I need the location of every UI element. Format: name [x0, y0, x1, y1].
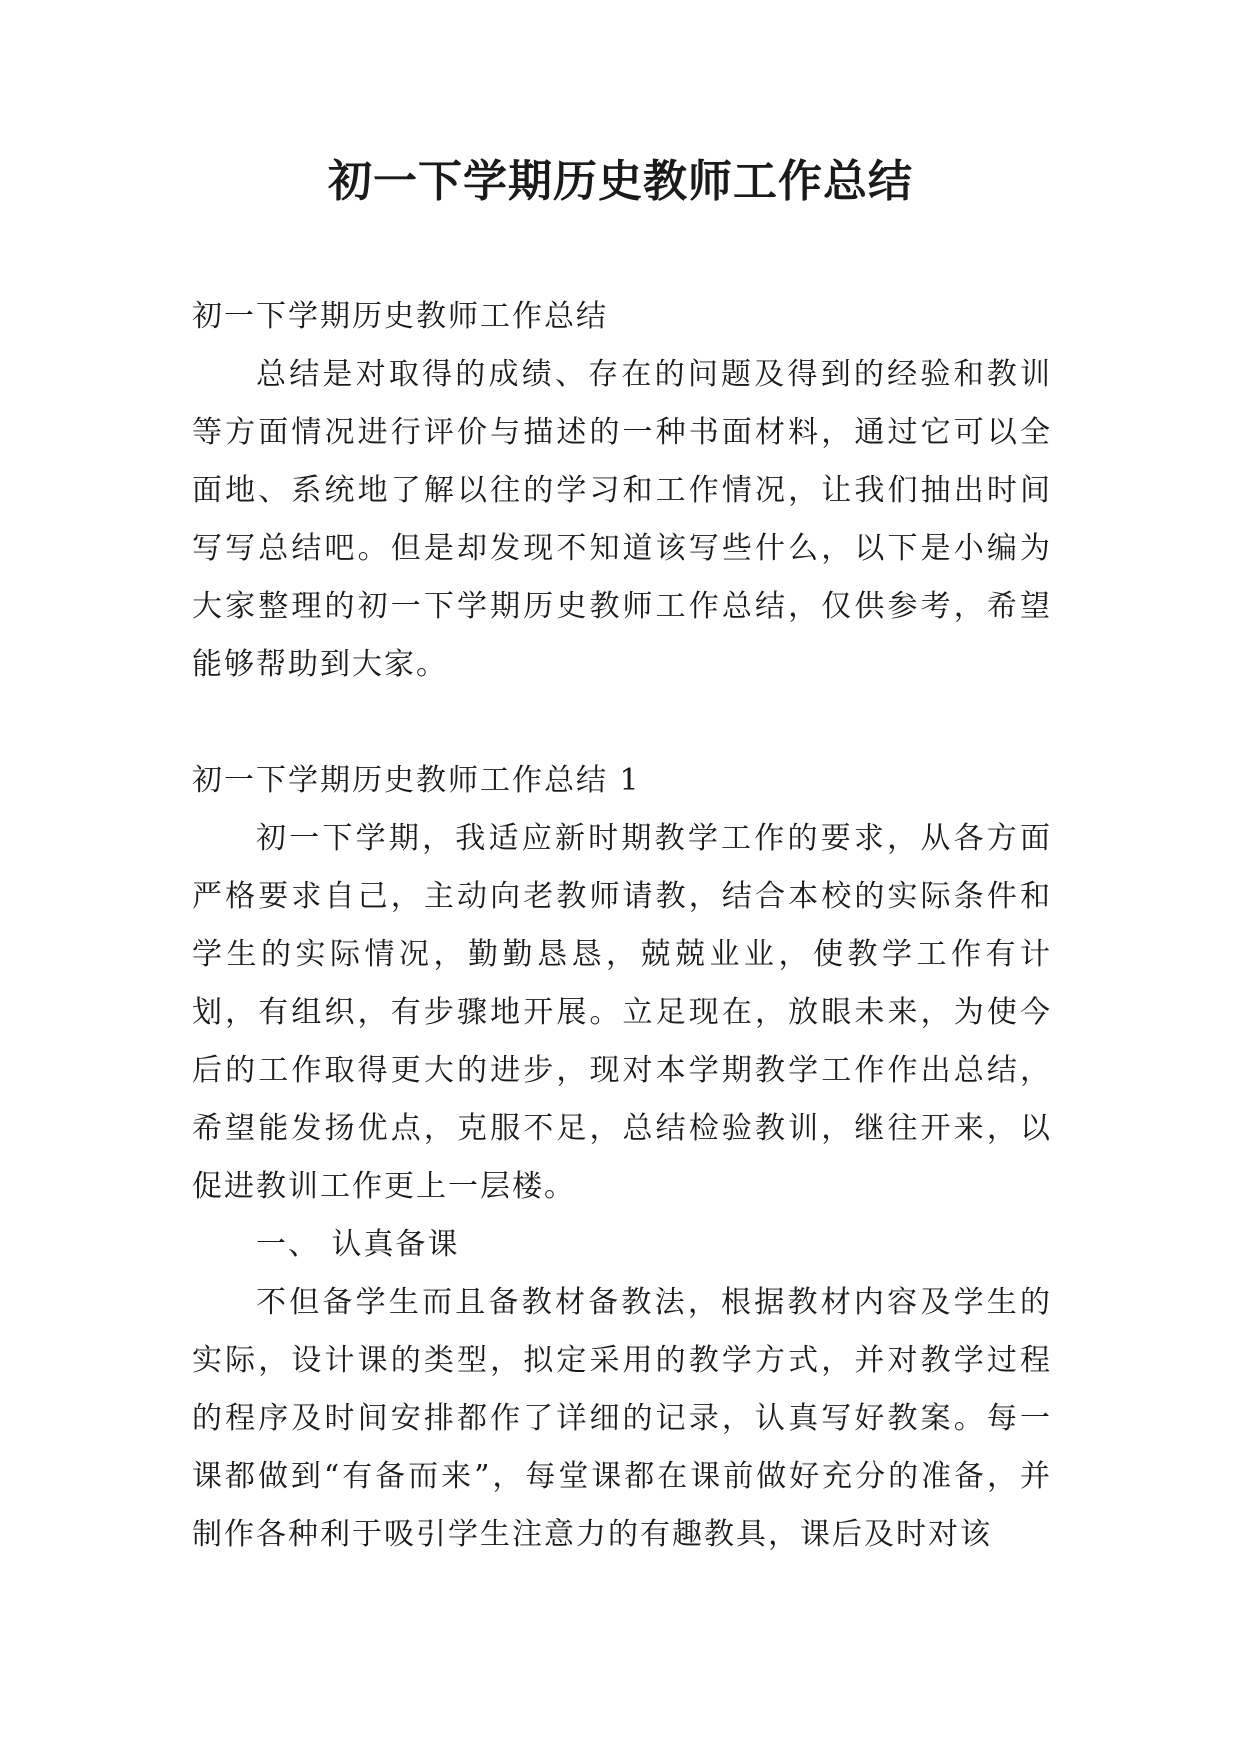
blank-line — [192, 694, 1052, 752]
document-body — [192, 288, 1052, 1564]
subheading-prepare-lessons: 一、 认真备课 — [256, 1227, 460, 1262]
document-title: 初一下学期历史教师工作总结 — [328, 156, 913, 207]
prepare-lessons-paragraph: 不但备学生而且备教材备教法，根据教材内容及学生的实际，设计课的类型，拟定采用的教学方式，并对教学过程的程序及时间安排都作了详细的记录，认真写好教案。每一课都做到“有备而来”，每堂课都在课前做好充分的准备，并制作各种利于吸引学生注意力的有趣教具，课后及时对该 — [192, 1285, 1052, 1552]
intro-paragraph: 总结是对取得的成绩、存在的问题及得到的经验和教训等方面情况进行评价与描述的一种书面材料，通过它可以全面地、系统地了解以往的学习和工作情况，让我们抽出时间写写总结吧。但是却发现不知道该写些什么，以下是小编为大家整理的初一下学期历史教师工作总结，仅供参考，希望能够帮助到大家。 — [192, 357, 1052, 682]
section-heading-1: 初一下学期历史教师工作总结 1 — [192, 763, 641, 798]
section-1-paragraph: 初一下学期，我适应新时期教学工作的要求，从各方面严格要求自己，主动向老教师请教，结合本校的实际条件和学生的实际情况，勤勤恳恳，兢兢业业，使教学工作有计划，有组织，有步骤地开展。立足现在，放眼未来，为使今后的工作取得更大的进步，现对本学期教学工作作出总结，希望能发扬优点，克服不足，总结检验教训，继往开来，以促进教训工作更上一层楼。 — [192, 821, 1052, 1204]
section-heading-intro: 初一下学期历史教师工作总结 — [192, 299, 608, 334]
